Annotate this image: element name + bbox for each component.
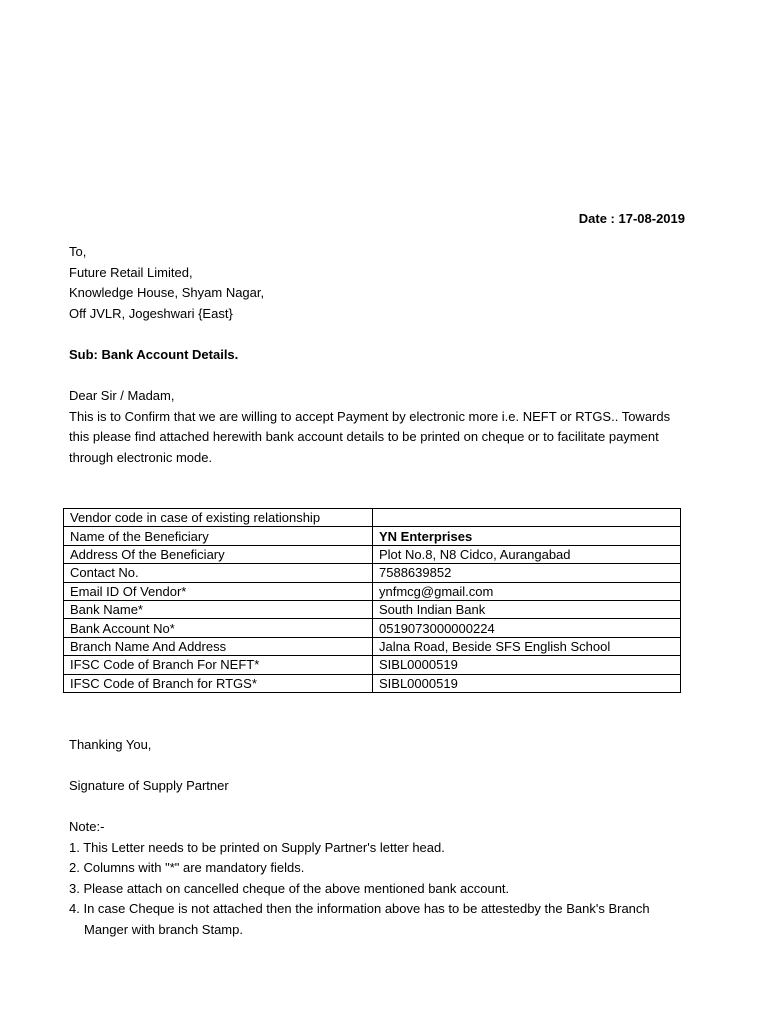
row-value: South Indian Bank [373,600,681,618]
table-row [64,674,681,692]
row-label: Name of the Beneficiary [64,527,373,545]
row-label: Vendor code in case of existing relationship [64,509,373,527]
body-line: This is to Confirm that we are willing to accept Payment by electronic more i.e. NEFT or RTGS.. Towards [69,408,671,424]
address-line: To, [69,244,87,259]
subject-line: Sub: Bank Account Details. [69,347,239,362]
notes-section [69,817,729,940]
letter-body [69,386,729,468]
row-label: IFSC Code of Branch for RTGS* [64,674,373,692]
note-item: 1. This Letter needs to be printed on Supply Partner's letter head. [69,839,445,855]
row-label: Email ID Of Vendor* [64,582,373,600]
closing-line: Thanking You, [69,737,152,752]
table-row [64,582,681,600]
address-line: Future Retail Limited, [69,264,193,280]
table-row [64,509,681,527]
row-value [373,509,681,527]
row-value: ynfmcg@gmail.com [373,582,681,600]
note-item-continuation: Manger with branch Stamp. [84,921,243,937]
row-label: IFSC Code of Branch For NEFT* [64,656,373,674]
table-row [64,545,681,563]
row-value: YN Enterprises [373,527,681,545]
salutation: Dear Sir / Madam, [69,388,175,403]
table-row [64,656,681,674]
row-label: Branch Name And Address [64,637,373,655]
row-value: SIBL0000519 [373,674,681,692]
signature-line: Signature of Supply Partner [69,778,229,793]
row-value: Plot No.8, N8 Cidco, Aurangabad [373,545,681,563]
row-label: Contact No. [64,564,373,582]
address-line: Off JVLR, Jogeshwari {East} [69,305,233,321]
address-line: Knowledge House, Shyam Nagar, [69,285,265,300]
recipient-address [69,242,729,324]
table-row [64,564,681,582]
table-row [64,600,681,618]
table-row [64,527,681,545]
row-label: Bank Name* [64,600,373,618]
note-heading: Note:- [69,819,105,834]
note-item: 3. Please attach on cancelled cheque of the above mentioned bank account. [69,880,510,896]
bank-details-table [63,508,681,693]
note-item: 4. In case Cheque is not attached then the information above has to be attestedby the Bank's Branch [69,901,650,916]
note-item: 2. Columns with "*" are mandatory fields. [69,860,305,875]
row-value: 7588639852 [373,564,681,582]
letter-date: Date : 17-08-2019 [578,211,685,226]
row-label: Address Of the Beneficiary [64,545,373,563]
row-label: Bank Account No* [64,619,373,637]
body-line: through electronic mode. [69,449,213,465]
row-value: Jalna Road, Beside SFS English School [373,637,681,655]
table-row [64,619,681,637]
row-value: 0519073000000224 [373,619,681,637]
body-line: this please find attached herewith bank account details to be printed on cheque or to facilitate payment [69,429,659,444]
table-row [64,637,681,655]
row-value: SIBL0000519 [373,656,681,674]
